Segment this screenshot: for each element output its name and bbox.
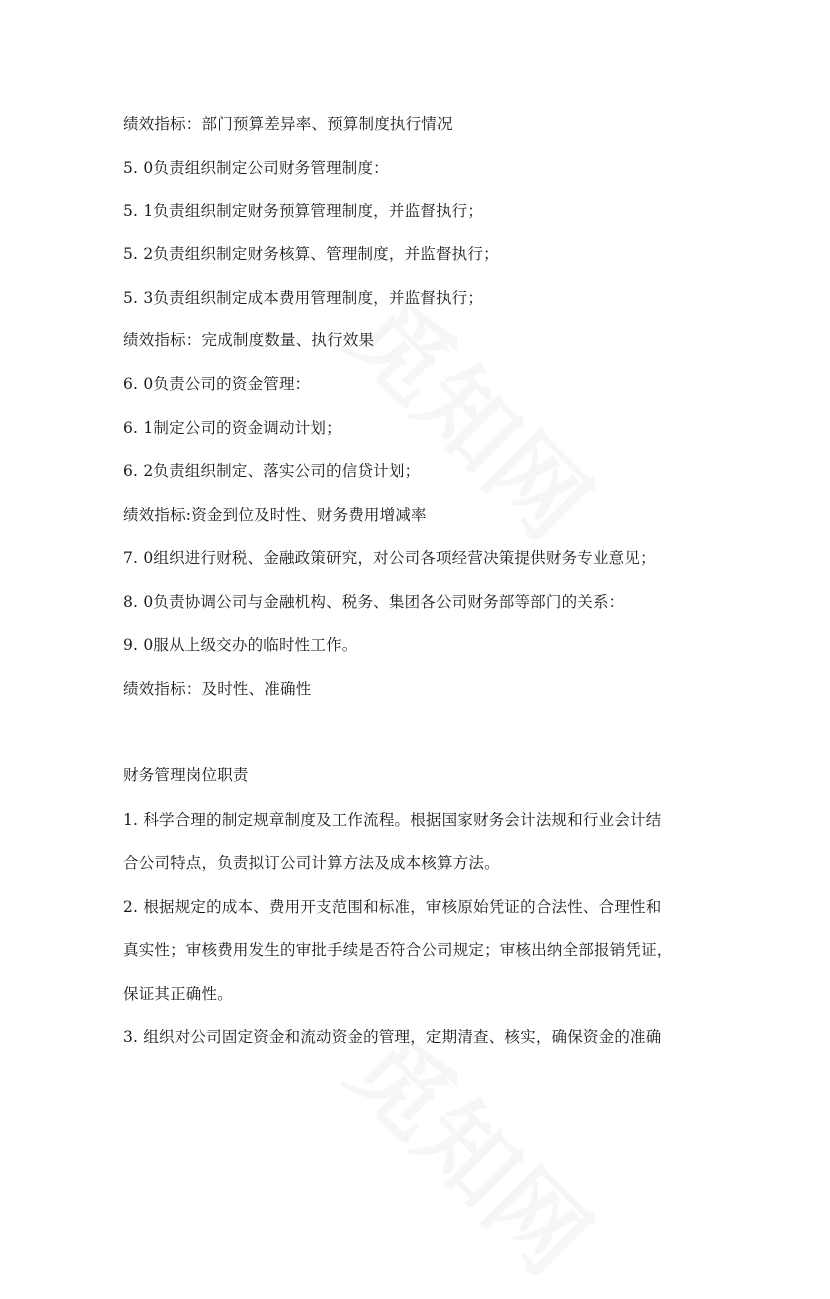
- text-line: 5. 0负责组织制定公司财务管理制度：: [123, 159, 389, 177]
- text-line: 2. 根据规定的成本、费用开支范围和标准，审核原始凭证的合法性、合理性和: [123, 898, 662, 916]
- text-line: 7. 0组织进行财税、金融政策研究，对公司各项经营决策提供财务专业意见；: [123, 549, 656, 567]
- text-line: 3. 组织对公司固定资金和流动资金的管理，定期清查、核实，确保资金的准确: [123, 1028, 662, 1046]
- text-line: 8. 0负责协调公司与金融机构、税务、集团各公司财务部等部门的关系：: [123, 593, 625, 611]
- text-line: 合公司特点，负责拟订公司计算方法及成本核算方法。: [123, 854, 500, 872]
- text-line: 绩效指标：及时性、准确性: [123, 680, 312, 698]
- text-line: 6. 1制定公司的资金调动计划；: [123, 419, 342, 437]
- text-line: 9. 0服从上级交办的临时性工作。: [123, 636, 358, 654]
- text-line: 5. 3负责组织制定成本费用管理制度，并监督执行；: [123, 289, 484, 307]
- text-line: 6. 0负责公司的资金管理：: [123, 375, 311, 393]
- text-line: 5. 2负责组织制定财务核算、管理制度，并监督执行；: [123, 245, 499, 263]
- text-line: 1. 科学合理的制定规章制度及工作流程。根据国家财务会计法规和行业会计结: [123, 811, 662, 829]
- section-heading: 财务管理岗位职责: [123, 766, 249, 784]
- text-line: 5. 1负责组织制定财务预算管理制度，并监督执行；: [123, 202, 484, 220]
- text-line: 绩效指标：部门预算差异率、预算制度执行情况: [123, 115, 453, 133]
- text-line: 保证其正确性。: [123, 985, 233, 1003]
- text-line: 绩效指标:资金到位及时性、财务费用增减率: [123, 506, 427, 524]
- text-line: 绩效指标：完成制度数量、执行效果: [123, 331, 375, 349]
- text-line: 6. 2负责组织制定、落实公司的信贷计划；: [123, 462, 421, 480]
- text-line: 真实性；审核费用发生的审批手续是否符合公司规定；审核出纳全部报销凭证，: [123, 941, 673, 959]
